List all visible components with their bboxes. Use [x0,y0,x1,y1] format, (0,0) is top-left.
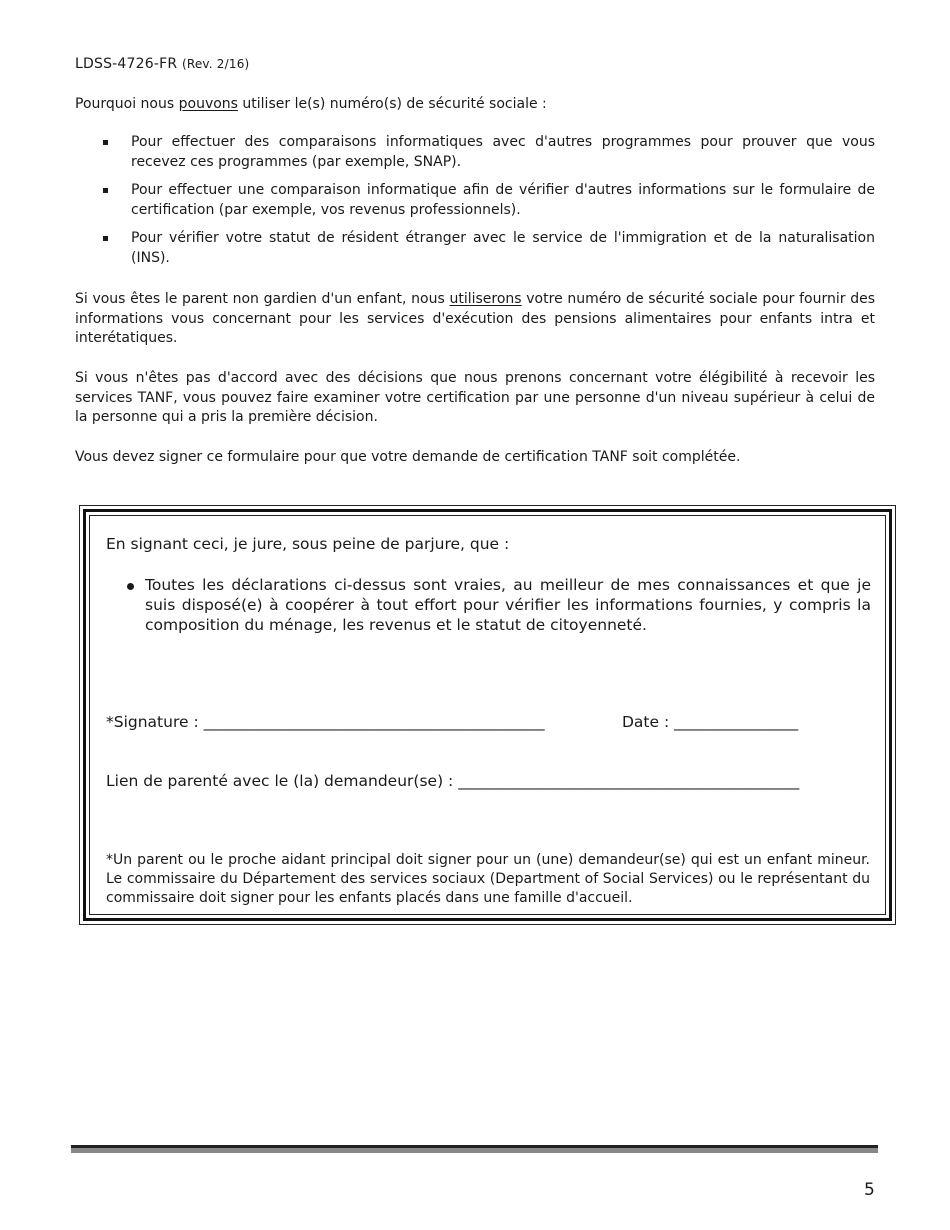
noncustodial-text-end: votre numéro de sécurité sociale pour fournir des informations vous concernant pour les services d'exécution des pensions alimentaires pour enfants intra et interétatiques. [75,291,875,347]
round-bullet-icon [127,583,134,590]
list-item-text: Pour vérifier votre statut de résident étranger avec le service de l'immigration et de la naturalisation (INS). [131,230,875,266]
ssn-intro [75,95,875,115]
list-item-text: Pour effectuer des comparaisons informatiques avec d'autres programmes pour prouver que vous recevez ces programmes (par exemple, SNAP). [131,134,875,170]
date-field[interactable]: Date : ________________ [622,713,799,731]
attestation-statement: Toutes les déclarations ci-dessus sont vraies, au meilleur de mes connaissances et que je suis disposé(e) à coopérer à tout effort pour vérifier les informations fournies, y compris la composition du ménage, les revenus et le statut de citoyenneté. [145,576,871,634]
ssn-use-list [75,133,875,278]
list-item-text: Pour effectuer une comparaison informatique afin de vérifier d'autres informations sur le formulaire de certification (par exemple, vos revenus professionnels). [131,182,875,218]
noncustodial-text: Si vous êtes le parent non gardien d'un enfant, nous [75,291,450,307]
footer-divider-shadow [71,1148,878,1153]
list-item [75,181,875,220]
appeal-paragraph: Si vous n'êtes pas d'accord avec des décisions que nous prenons concernant votre élégibilité à recevoir les services TANF, vous pouvez faire examiner votre certification par une personne d'un niveau supérieur à celui de la personne qui a pris la première décision. [75,370,875,426]
noncustodial-paragraph [75,290,875,349]
noncustodial-underlined: utiliserons [449,291,522,307]
signature-footnote: *Un parent ou le proche aidant principal doit signer pour un (une) demandeur(se) qui est un enfant mineur. Le commissaire du Département des services sociaux (Department of Social Services) ou le représentant du commissaire doit signer pour les enfants placés dans une famille d'accueil. [106,852,870,906]
square-bullet-icon [103,188,108,193]
signature-field[interactable]: *Signature : ____________________________________________ [106,713,545,731]
ssn-intro-underlined: pouvons [178,96,238,112]
form-id: LDSS-4726-FR [75,56,178,72]
ssn-intro-text: Pourquoi nous [75,96,179,112]
ssn-intro-text-end: utiliser le(s) numéro(s) de sécurité sociale : [237,96,547,112]
square-bullet-icon [103,236,108,241]
page-number: 5 [864,1180,875,1200]
relationship-field[interactable]: Lien de parenté avec le (la) demandeur(se) : ____________________________________________ [106,772,800,790]
attestation-heading: En signant ceci, je jure, sous peine de parjure, que : [106,535,510,553]
sign-notice: Vous devez signer ce formulaire pour que votre demande de certification TANF soit complétée. [75,449,741,465]
form-revision: (Rev. 2/16) [181,57,250,71]
square-bullet-icon [103,140,108,145]
form-header [75,56,249,72]
list-item [75,133,875,172]
list-item [75,229,875,268]
